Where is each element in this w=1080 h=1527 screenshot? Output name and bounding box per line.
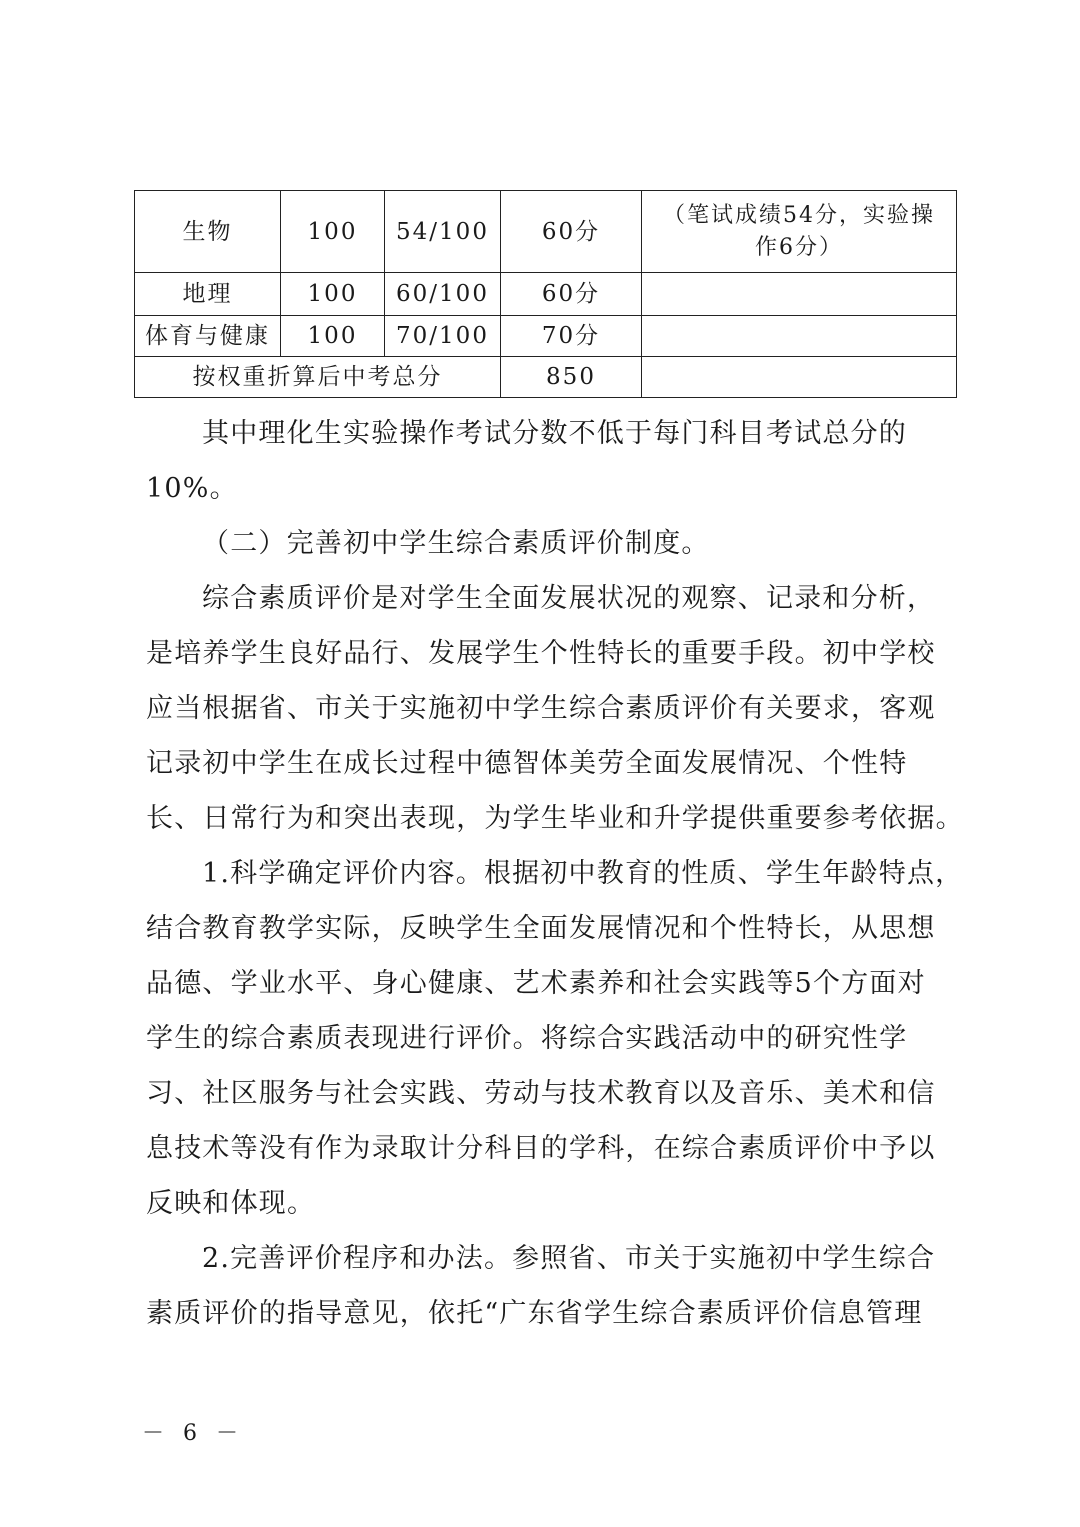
score-table xyxy=(134,190,957,398)
table-row xyxy=(135,191,957,273)
note-cell xyxy=(642,273,957,316)
total-value-cell: 850 xyxy=(501,357,642,398)
note-line: （笔试成绩54分，实验操 xyxy=(663,202,935,228)
paragraph-content: 1.科学确定评价内容。根据初中教育的性质、学生年龄特点， 结合教育教学实际，反映学生全面发展情况和个性特长，从思想 品德、学业水平、身心健康、艺术素养和社会实践等5个方面对 学生的综合素质表现进行评价。将综合实践活动中的研究性学 习、社区服务与社会实践、劳动与技术教育以及音乐、美术和信 息技术等没有作为录取计分科目的学科，在综合素质评价中予以 反映和体现。 xyxy=(146,858,964,1219)
subject-cell: 地理 xyxy=(135,273,281,316)
table-row xyxy=(135,357,957,398)
full-score-cell: 100 xyxy=(281,273,385,316)
full-score-cell: 100 xyxy=(281,191,385,273)
ratio-cell: 60/100 xyxy=(385,273,501,316)
paragraph-experiment-note: 其中理化生实验操作考试分数不低于每门科目考试总分的 10%。 xyxy=(146,418,907,504)
page-number: － 6 － xyxy=(142,1421,244,1446)
score-cell: 60分 xyxy=(501,273,642,316)
section-heading: （二）完善初中学生综合素质评价制度。 xyxy=(202,528,710,559)
table-row xyxy=(135,316,957,357)
note-cell xyxy=(642,191,957,273)
score-cell: 70分 xyxy=(501,316,642,357)
total-label-cell: 按权重折算后中考总分 xyxy=(135,357,501,398)
ratio-cell: 70/100 xyxy=(385,316,501,357)
ratio-cell: 54/100 xyxy=(385,191,501,273)
note-cell xyxy=(642,316,957,357)
subject-cell: 体育与健康 xyxy=(135,316,281,357)
full-score-cell: 100 xyxy=(281,316,385,357)
paragraph-overview: 综合素质评价是对学生全面发展状况的观察、记录和分析， 是培养学生良好品行、发展学生个性特长的重要手段。初中学校 应当根据省、市关于实施初中学生综合素质评价有关要求，客观 记录初中学生在成长过程中德智体美劳全面发展情况、个性特 长、日常行为和突出表现，为学生毕业和升学提供重要参考依据。 xyxy=(146,583,964,834)
table-row xyxy=(135,273,957,316)
score-cell: 60分 xyxy=(501,191,642,273)
paragraph-procedure: 2.完善评价程序和办法。参照省、市关于实施初中学生综合 素质评价的指导意见，依托“广东省学生综合素质评价信息管理 xyxy=(146,1243,936,1329)
note-line: 作6分） xyxy=(755,234,843,260)
note-cell xyxy=(642,357,957,398)
subject-cell: 生物 xyxy=(135,191,281,273)
